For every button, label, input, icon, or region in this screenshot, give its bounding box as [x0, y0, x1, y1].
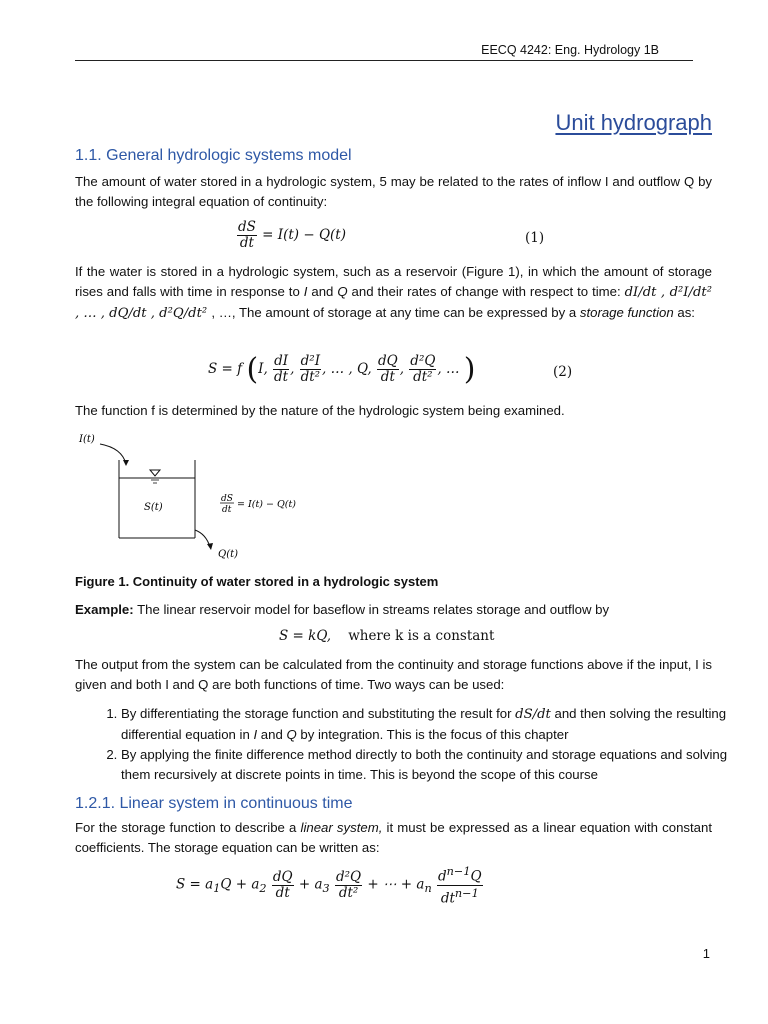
page-header: [75, 44, 693, 61]
equation-2: S = f (I, $\frac{dI}{dt}$ , $\frac{\text{d²I}}{\text{dt²}}$ , … , Q, $\frac{dQ}{dt}$ , $\frac{\text{d²Q}}{\text{dt²}}$ , … ): [208, 352, 476, 387]
section-heading-1-1: 1.1. General hydrologic systems model: [75, 147, 352, 164]
figure-caption: Figure 1. Continuity of water stored in a hydrologic system: [75, 574, 439, 589]
page-title: Unit hydrograph: [555, 110, 712, 135]
outflow-label: Q(t): [218, 549, 239, 560]
water-level-symbol: [150, 470, 160, 476]
list-item: 2. By applying the finite difference method directly to both the continuity and storage equations and solving them recursively at discrete points in time. This is beyond the scope of this course: [121, 745, 758, 785]
list-item: 1. By differentiating the storage function and substituting the result for dS/dt and then solving the resulting differential equation in I and Q by integration. This is the focus of this chapter: [121, 704, 758, 745]
figure-equation: = I(t) − Q(t): [237, 499, 296, 510]
svg-text:dt: dt: [222, 505, 232, 515]
outflow-arrowhead: [207, 543, 213, 550]
example-equation: S = kQ, where k is a constant: [279, 628, 495, 644]
course-code: EECQ 4242: Eng. Hydrology 1B: [481, 43, 659, 57]
equation-1: $\frac{dS}{dt}$ = I(t) − Q(t): [238, 219, 346, 251]
example-paragraph: Example: The linear reservoir model for baseflow in streams relates storage and outflow by: [75, 602, 610, 617]
paragraph-function-f: The function f is determined by the nature of the hydrologic system being examined.: [75, 403, 565, 418]
equation-2-number: (2): [553, 364, 573, 380]
paragraph-continuity: The amount of water stored in a hydrologic system, 5 may be related to the rates of inflow I and outflow Q by the following integral equation of continuity:: [75, 174, 712, 209]
paragraph-linear-system: For the storage function to describe a linear system, it must be expressed as a linear equation with constant coefficients. The storage equation can be written as:: [75, 820, 712, 855]
section-heading-1-2-1: 1.2.1. Linear system in continuous time: [75, 795, 353, 812]
equation-3: $S = a_1Q + a_2$ $\frac{dQ}{dt}$ + $a_3$ $\frac{\text{d²Q}}{\text{dt²}}$ + ⋯ + $a_n$ $\frac{d^{n-1}Q}{dt^{n-1}}$: [176, 865, 482, 906]
inflow-arrow: [100, 444, 126, 464]
reservoir-diagram: [74, 430, 334, 565]
inflow-label: I(t): [79, 434, 95, 445]
paragraph-output: The output from the system can be calculated from the continuity and storage functions above if the input, I is given and both I and Q are both functions of time. Two ways can be used:: [75, 657, 712, 692]
methods-list: [75, 704, 758, 785]
svg-text:dS: dS: [221, 494, 233, 504]
storage-label: S(t): [144, 502, 163, 513]
inflow-arrowhead: [123, 460, 129, 466]
paragraph-storage: If the water is stored in a hydrologic system, such as a reservoir (Figure 1), in which the amount of storage rises and falls with time in response to I and Q and their rates of change with respect to time: dI/dt , d²I/dt² , … , dQ/dt , d²Q/dt² , …, The amount of storage at any time can be expressed by a storage function as:: [75, 264, 712, 321]
page-number: 1: [702, 946, 710, 961]
equation-1-number: (1): [525, 230, 545, 246]
